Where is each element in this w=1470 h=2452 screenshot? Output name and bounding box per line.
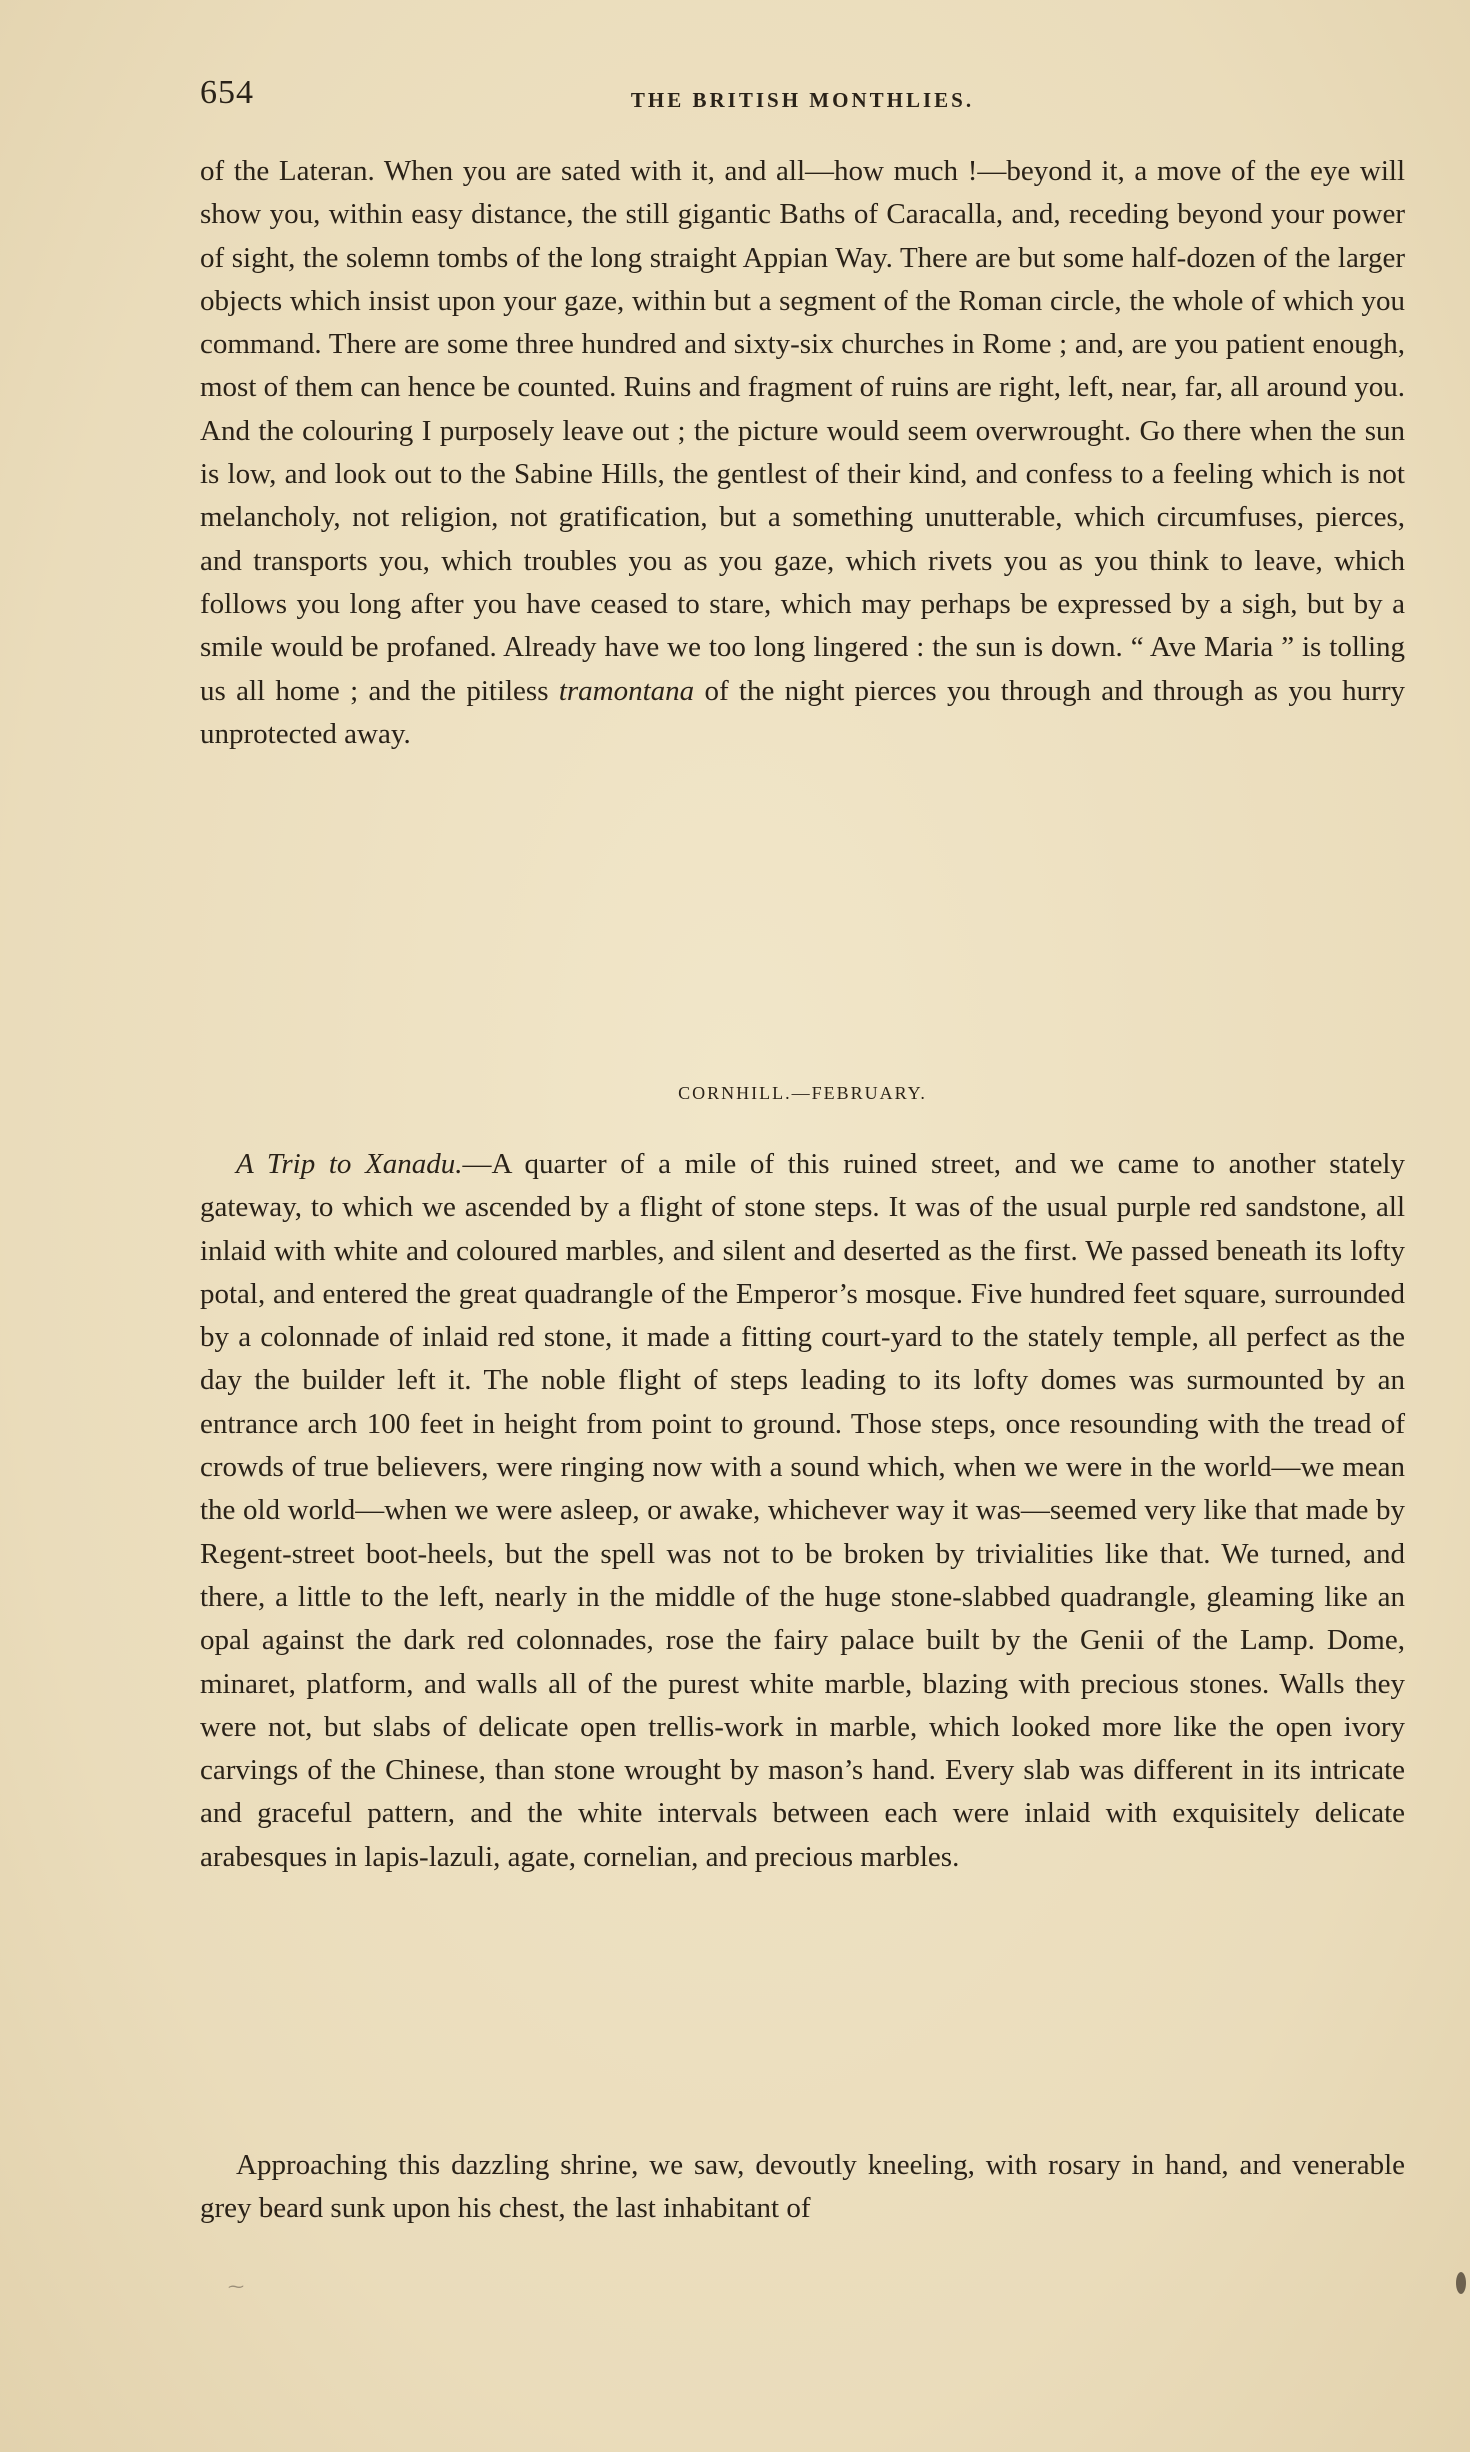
running-head: THE BRITISH MONTHLIES. — [630, 88, 975, 112]
body-paragraph-3 — [200, 2144, 1405, 2231]
section-heading: CORNHILL.—FEBRUARY. — [678, 1083, 927, 1103]
paragraph-1-end: of the night pierces you through and through as you hurry unprotected away. — [200, 674, 1406, 750]
paragraph-2-text: —A quarter of a mile of this ruined street, and we came to another stately gateway, to which we ascended by a flight of stone steps. It was of the usual purple red sandstone, all inlaid with white and coloured marbles, and silent and deserted as the first. We passed beneath its lofty potal, and entered the great quadrangle of the Emperor’s mosque. Five hundred feet square, surrounded by a colonnade of inlaid red stone, it made a fitting court-yard to the stately temple, all perfect as the day the builder left it. The noble flight of steps leading to its lofty domes was surmounted by an entrance arch 100 feet in height from point to ground. Those steps, once resounding with the tread of crowds of true believers, were ringing now with a sound which, when we were in the world—we mean the old world—when we were asleep, or awake, whichever way it was—seemed very like that made by Regent-street boot-heels, but the spell was not to be broken by trivialities like that. We turned, and there, a little to the left, nearly in the middle of the huge stone-slabbed quadrangle, gleaming like an opal against the dark red colonnades, rose the fairy palace built by the Genii of the Lamp. Dome, minaret, platform, and walls all of the purest white marble, blazing with precious stones. Walls they were not, but slabs of delicate open trellis-work in marble, which looked more like the open ivory carvings of the Chinese, than stone wrought by mason’s hand. Every slab was different in its intricate and graceful pattern, and the white intervals between each were inlaid with exquisitely delicate arabesques in lapis-lazuli, agate, cornelian, and precious marbles. — [200, 1148, 1405, 1873]
article-title: A Trip to Xanadu. — [236, 1148, 463, 1180]
ink-blot — [1456, 2272, 1466, 2294]
paragraph-1-text: of the Lateran. When you are sated with it, and all—how much !—beyond it, a move of the eye will show you, within easy distance, the still gigantic Baths of Caracalla, and, receding beyond your power of sight, the solemn tombs of the long straight Appian Way. There are but some half-dozen of the larger objects which insist upon your gaze, within but a segment of the Roman circle, the whole of which you command. There are some three hundred and sixty-six churches in Rome ; and, are you patient enough, most of them can hence be counted. Ruins and fragment of ruins are right, left, near, far, all around you. And the colouring I purposely leave out ; the picture would seem overwrought. Go there when the sun is low, and look out to the Sabine Hills, the gentlest of their kind, and confess to a feeling which is not melancholy, not religion, not gratification, but a something unutterable, which circumfuses, pierces, and transports you, which troubles you as you gaze, which rivets you as you think to leave, which follows you long after you have ceased to stare, which may perhaps be expressed by a sigh, but by a smile would be profaned. Already have we too long lingered : the sun is down. “ Ave Maria ” is tolling us all home ; and the pitiless — [200, 155, 1405, 707]
body-paragraph-2 — [200, 1143, 1405, 1879]
page-number: 654 — [200, 74, 254, 111]
body-paragraph-1 — [200, 150, 1405, 756]
paragraph-1-italic-word: tramontana — [558, 674, 695, 707]
paragraph-3-text: Approaching this dazzling shrine, we saw, devoutly kneeling, with rosary in hand, and venerable grey beard sunk upon his chest, the last inhabitant of — [200, 2149, 1405, 2225]
printer-mark: ⁓ — [228, 2279, 244, 2296]
page-header — [200, 74, 1405, 118]
